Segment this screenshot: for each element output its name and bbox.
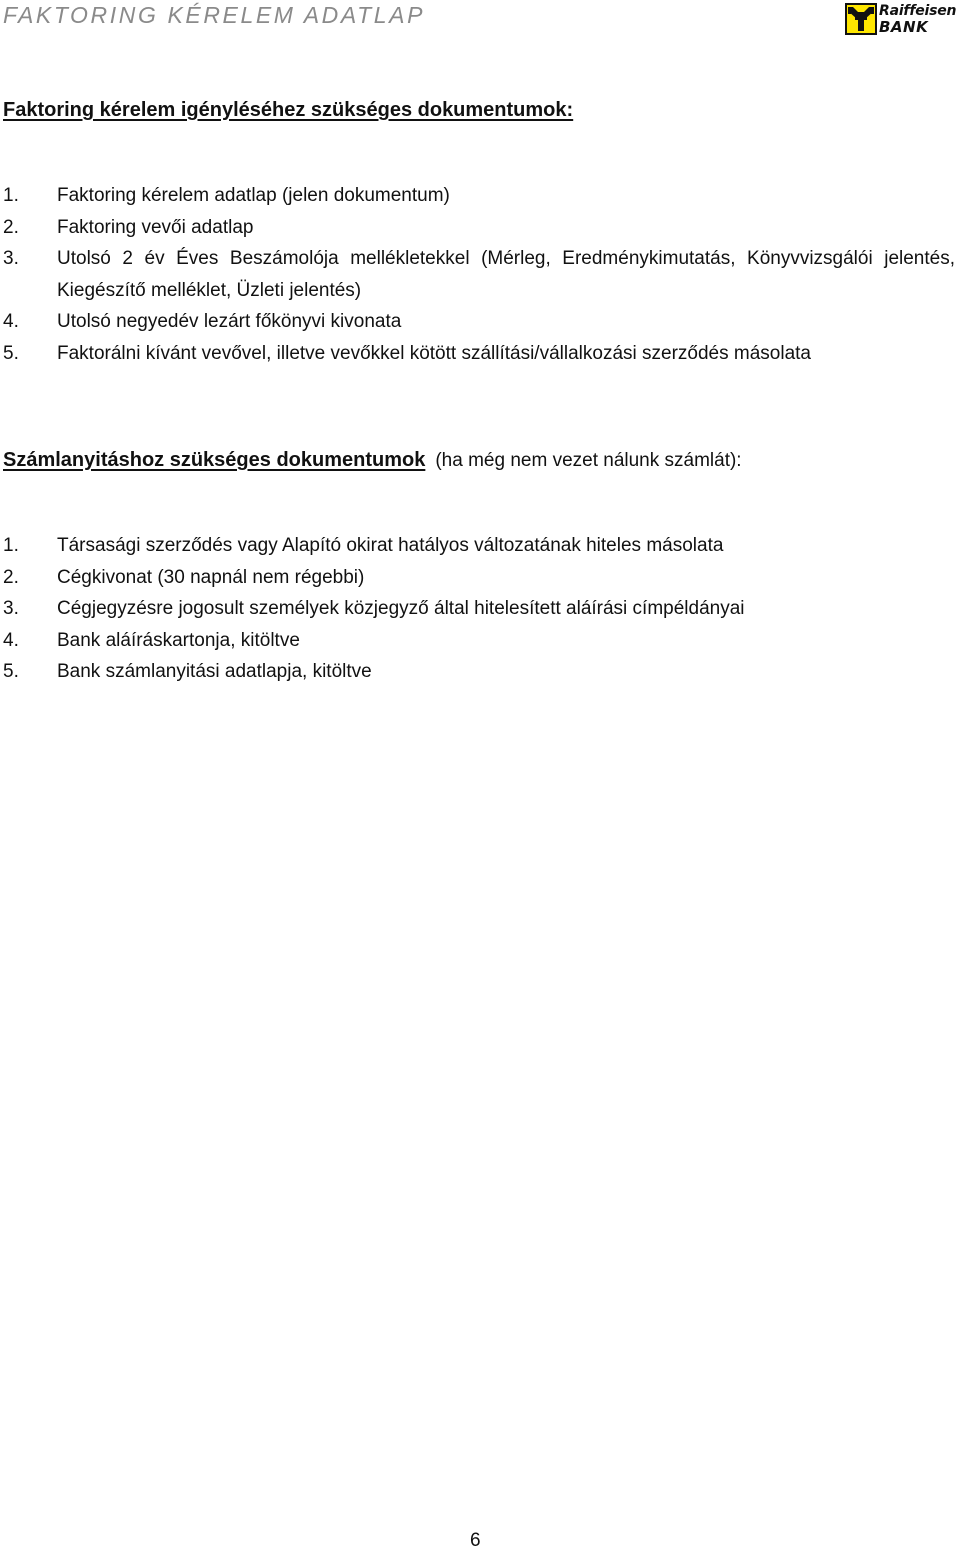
logo-wordmark: [879, 3, 959, 35]
list-item-text: Faktorálni kívánt vevővel, illetve vevőkkel kötött szállítási/vállalkozási szerződés másolata: [57, 342, 811, 364]
account-opening-documents-list: [3, 530, 955, 688]
list-item: [3, 625, 955, 657]
raiffeisen-bank-logo: [845, 3, 957, 37]
list-item-number: 4.: [3, 311, 19, 332]
section-heading-text: Faktoring kérelem igényléséhez szükséges dokumentumok:: [3, 99, 574, 121]
list-item: [3, 180, 955, 212]
list-item-number: 3.: [3, 248, 19, 269]
list-item-text: Utolsó 2 év Éves Beszámolója mellékletekkel (Mérleg, Eredménykimutatás, Könyvvizsgálói jelentés, Kiegészítő melléklet, Üzleti jelentés): [57, 248, 955, 301]
section-heading-account-opening-documents: [3, 449, 742, 472]
list-item: [3, 562, 955, 594]
list-item-text: Faktoring kérelem adatlap (jelen dokumentum): [57, 185, 450, 206]
list-item-number: 5.: [3, 342, 19, 364]
list-item-text: Cégjegyzésre jogosult személyek közjegyző által hitelesített aláírási címpéldányai: [57, 598, 745, 619]
list-item-number: 1.: [3, 535, 19, 556]
list-item-text: Faktoring vevői adatlap: [57, 216, 254, 238]
list-item-number: 1.: [3, 185, 19, 206]
document-title: FAKTORING KÉRELEM ADATLAP: [3, 2, 426, 28]
section-heading-factoring-documents: [3, 99, 573, 122]
list-item-number: 2.: [3, 216, 19, 238]
list-item-text: Bank számlanyitási adatlapja, kitöltve: [57, 661, 372, 682]
raiffeisen-crossed-horses-icon: [845, 3, 877, 35]
list-item-text: Bank aláíráskartonja, kitöltve: [57, 629, 300, 651]
factoring-documents-list: [3, 180, 955, 369]
list-item: [3, 243, 955, 306]
list-item-number: 5.: [3, 661, 19, 682]
page-number: 6: [470, 1530, 481, 1551]
list-item-text: Cégkivonat (30 napnál nem régebbi): [57, 566, 365, 588]
list-item: [3, 212, 955, 244]
list-item: [3, 306, 955, 338]
list-item-number: 4.: [3, 629, 19, 651]
list-item-text: Társasági szerződés vagy Alapító okirat hatályos változatának hiteles másolata: [57, 535, 724, 556]
list-item-text: Utolsó negyedév lezárt főkönyvi kivonata: [57, 311, 402, 332]
logo-line-raiffeisen: Raiffeisen: [879, 3, 957, 19]
list-item: [3, 530, 955, 562]
section-heading-note: (ha még nem vezet nálunk számlát):: [435, 450, 742, 471]
list-item: [3, 338, 955, 370]
list-item: [3, 656, 955, 688]
list-item-number: 2.: [3, 566, 19, 588]
list-item: [3, 593, 955, 625]
logo-line-bank: BANK: [879, 18, 929, 36]
list-item-number: 3.: [3, 598, 19, 619]
section-heading-text: Számlanyitáshoz szükséges dokumentumok: [3, 449, 426, 471]
